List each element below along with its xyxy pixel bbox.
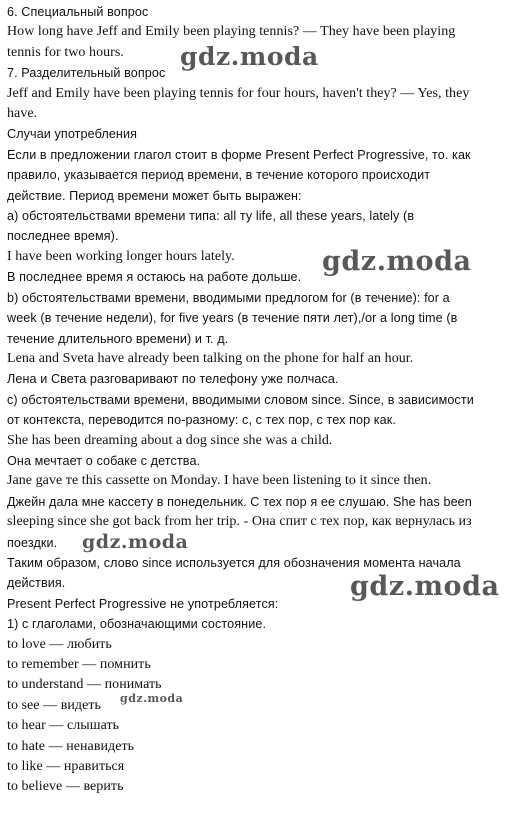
text-line: to see — видеть	[7, 697, 101, 713]
text-line: Случаи употребления	[7, 127, 138, 142]
watermark: gdz.moda	[82, 531, 189, 553]
document-page	[7, 2, 519, 798]
text-line: How long have Jeff and Emily been playing tennis? — They have been playing	[7, 24, 456, 40]
text-line: b) обстоятельствами времени, вводимыми предлогом for (в течение): for a	[7, 290, 450, 305]
text-line: Jane gave те this cassette on Monday. I have been listening to it since then.	[7, 473, 432, 489]
text-line: течение длительного времени) и т. д.	[7, 331, 229, 346]
text-line: правило, указывается период времени, в течение которого происходит	[7, 168, 431, 183]
text-line: to remember — помнить	[7, 657, 151, 672]
text-line: от контекста, переводится по-разному: с, с тех пор, с тех пор как.	[7, 413, 396, 428]
text-line: поездки.	[7, 535, 58, 550]
text-line: sleeping since she got back from her trip. - Она спит с тех пор, как вернулась из	[7, 514, 472, 530]
text-line: Jeff and Emily have been playing tennis for four hours, haven't they? — Yes, they	[7, 85, 470, 101]
text-line: to understand — понимать	[7, 677, 162, 693]
text-line: с) обстоятельствами времени, вводимыми словом since. Since, в зависимости	[7, 392, 474, 407]
watermark: gdz.moda	[180, 42, 319, 71]
text-line: В последнее время я остаюсь на работе дольше.	[7, 270, 302, 285]
text-line: последнее время).	[7, 229, 119, 244]
text-line: to hear — слышать	[7, 718, 120, 734]
text-line: Лена и Света разговаривают по телефону уже полчаса.	[7, 372, 339, 387]
text-line: действия.	[7, 576, 66, 591]
text-line: tennis for two hours.	[7, 44, 124, 60]
watermark: gdz.moda	[120, 692, 184, 705]
text-line: Она мечтает о собаке с детства.	[7, 453, 201, 468]
text-line: Джейн дала мне кассету в понедельник. С тех пор я ее слушаю. She has been	[7, 494, 472, 509]
text-line: Present Perfect Progressive не употребляется:	[7, 596, 279, 611]
watermark: gdz.moda	[322, 246, 472, 277]
text-line: She has been dreaming about a dog since she was a child.	[7, 432, 333, 448]
text-line: 1) с глаголами, обозначающими состояние.	[7, 617, 267, 632]
text-line: 6. Специальный вопрос	[7, 5, 149, 19]
text-line: Если в предложении глагол стоит в форме Present Perfect Progressive, то. как	[7, 147, 471, 162]
text-line: week (в течение недели), for five years (в течение пяти лет),/or a long time (в	[7, 311, 458, 326]
text-line: to like — нравиться	[7, 759, 125, 775]
text-line: to believe — верить	[7, 779, 124, 795]
text-line: 7. Разделительный вопрос	[7, 66, 166, 81]
text-line: to love — любить	[7, 636, 112, 652]
text-line: Таким образом, слово since используется для обозначения момента начала	[7, 555, 461, 570]
text-line: I have been working longer hours lately.	[7, 248, 235, 264]
watermark: gdz.moda	[350, 571, 500, 602]
text-line: to hate — ненавидеть	[7, 738, 135, 754]
text-line: Lena and Sveta have already been talking on the phone for half an hour.	[7, 350, 414, 366]
text-line: действие. Период времени может быть выражен:	[7, 188, 302, 203]
text-line: have.	[7, 106, 38, 122]
text-line: а) обстоятельствами времени типа: all ту life, all these years, lately (в	[7, 209, 415, 224]
